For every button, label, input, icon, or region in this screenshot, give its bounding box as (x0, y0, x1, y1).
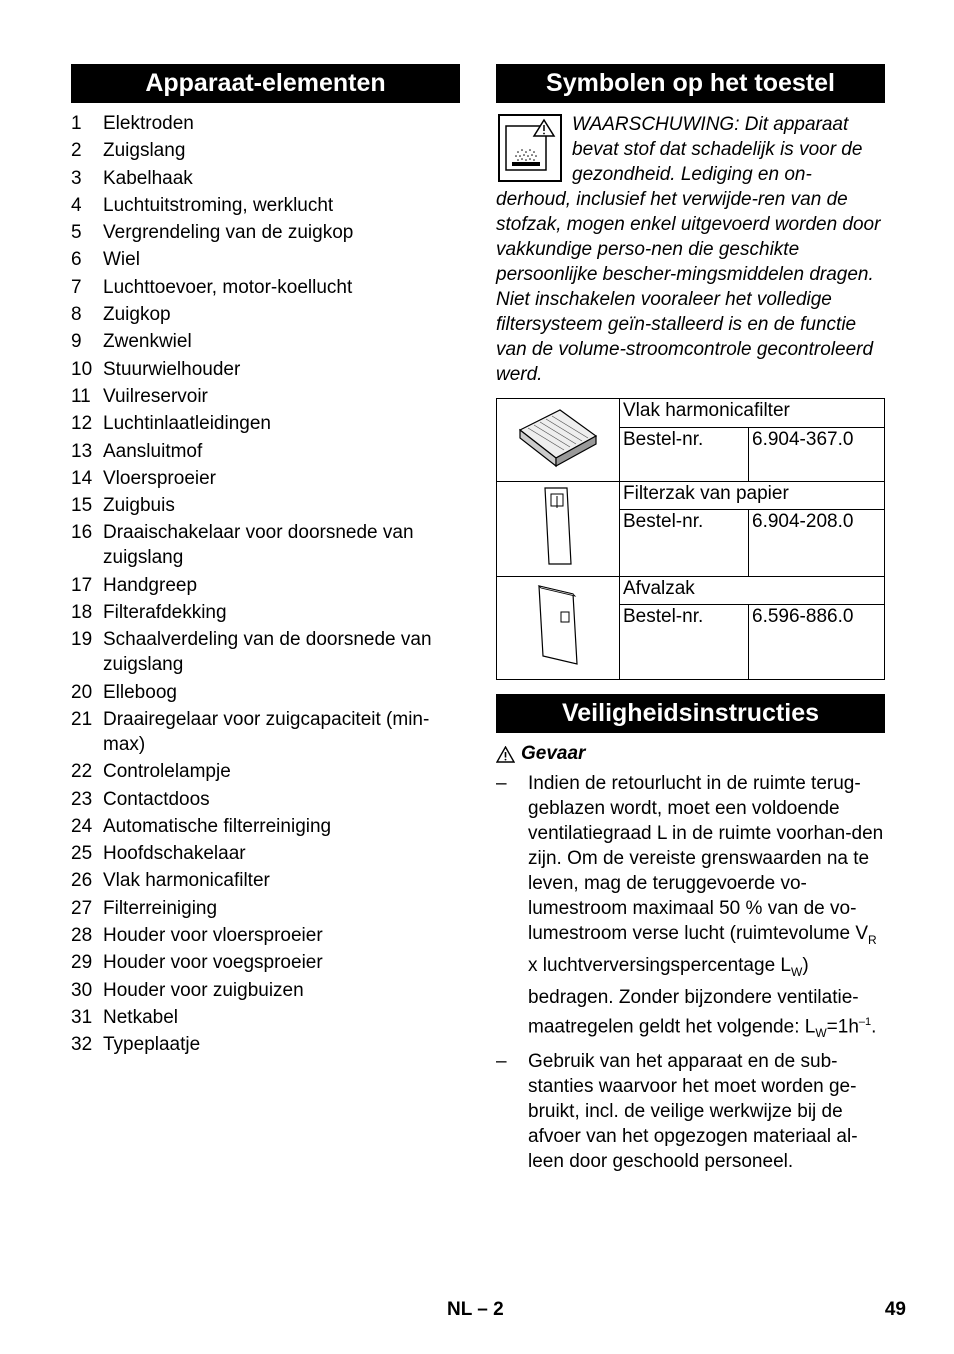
item-label: Aansluitmof (103, 440, 203, 462)
danger-heading (496, 743, 885, 765)
item-label: Luchttoevoer, motor-koellucht (103, 276, 353, 298)
item-number: 24 (71, 815, 93, 837)
item-number: 22 (71, 761, 93, 783)
list-item (71, 193, 460, 218)
item-label: Zuigbuis (103, 495, 175, 517)
warning-triangle-icon (496, 746, 515, 763)
list-item (71, 466, 460, 491)
list-item (71, 841, 460, 866)
item-number: 6 (71, 249, 82, 271)
item-number: 21 (71, 708, 93, 730)
item-number: 30 (71, 979, 93, 1001)
list-item (71, 138, 460, 163)
item-label: Zwenkwiel (103, 331, 192, 353)
waste-bag-image (497, 577, 620, 680)
list-item (71, 600, 460, 625)
item-number: 11 (71, 385, 91, 407)
item-number: 8 (71, 304, 82, 326)
item-label: Draairegelaar voor zuigcapaciteit (min-max) (103, 708, 430, 755)
element-list (71, 111, 460, 1057)
page-number: 49 (884, 1299, 906, 1320)
item-label: Filterreiniging (103, 897, 218, 919)
list-item (71, 573, 460, 598)
list-item (71, 247, 460, 272)
item-label: Vlak harmonicafilter (103, 870, 270, 892)
list-item (71, 493, 460, 518)
item-label: Automatische filterreiniging (103, 815, 332, 837)
item-number: 18 (71, 602, 93, 624)
list-item (71, 275, 460, 300)
item-number: 23 (71, 788, 93, 810)
item-number: 12 (71, 413, 93, 435)
list-item (71, 627, 460, 677)
item-number: 32 (71, 1034, 93, 1056)
item-number: 4 (71, 194, 82, 216)
order-label-1: Bestel-nr. (620, 428, 749, 482)
item-number: 2 (71, 140, 82, 162)
item-label: Wiel (103, 249, 140, 271)
item-label: Schaalverdeling van de doorsnede van zuigslang (103, 629, 432, 676)
item-number: 16 (71, 522, 93, 544)
list-item (71, 329, 460, 354)
item-number: 20 (71, 681, 93, 703)
item-number: 26 (71, 870, 93, 892)
section-heading-safety: Veiligheidsinstructies (496, 694, 885, 733)
warning-block (496, 112, 885, 387)
list-item (71, 868, 460, 893)
list-item (71, 787, 460, 812)
item-number: 25 (71, 843, 93, 865)
item-label: Zuigkop (103, 304, 171, 326)
item-number: 7 (71, 276, 82, 298)
list-item (71, 978, 460, 1003)
item-number: 1 (71, 113, 82, 134)
item-number: 14 (71, 467, 93, 489)
item-label: Houder voor vloersproeier (103, 925, 323, 947)
item-label: Luchtinlaatleidingen (103, 413, 271, 435)
list-item (71, 1005, 460, 1030)
order-number-3: 6.596-886.0 (749, 605, 885, 680)
list-item (71, 520, 460, 570)
section-heading-symbols: Symbolen op het toestel (496, 64, 885, 103)
footer-language: NL – 2 (447, 1299, 504, 1320)
item-number: 31 (71, 1006, 93, 1028)
item-number: 10 (71, 358, 93, 380)
list-item (71, 411, 460, 436)
item-label: Houder voor zuigbuizen (103, 979, 304, 1001)
item-number: 27 (71, 897, 93, 919)
item-label: Houder voor voegsproeier (103, 952, 323, 974)
list-item (71, 707, 460, 757)
part-name-3: Afvalzak (620, 577, 885, 605)
list-item (71, 166, 460, 191)
item-label: Netkabel (103, 1006, 178, 1028)
item-number: 13 (71, 440, 93, 462)
item-label: Kabelhaak (103, 167, 193, 189)
right-column (496, 64, 885, 1177)
list-item (71, 439, 460, 464)
paper-filter-bag-image (497, 482, 620, 577)
order-label-3: Bestel-nr. (620, 605, 749, 680)
section-heading-elements: Apparaat-elementen (71, 64, 460, 103)
list-item (71, 950, 460, 975)
order-number-2: 6.904-208.0 (749, 510, 885, 577)
item-number: 19 (71, 629, 93, 651)
item-label: Draaischakelaar voor doorsnede van zuigslang (103, 522, 414, 569)
item-label: Elleboog (103, 681, 177, 703)
item-number: 9 (71, 331, 82, 353)
list-item (71, 302, 460, 327)
item-label: Controlelampje (103, 761, 231, 783)
list-item (71, 814, 460, 839)
flat-pleated-filter-image (497, 399, 620, 482)
item-label: Vuilreservoir (103, 385, 208, 407)
list-item (71, 220, 460, 245)
list-item (71, 923, 460, 948)
left-column (71, 64, 460, 1060)
item-label: Filterafdekking (103, 602, 227, 624)
part-name-1: Vlak harmonicafilter (620, 399, 885, 428)
danger-label: Gevaar (521, 743, 586, 764)
list-item: – Gebruik van het apparaat en de sub-stanties waarvoor het moet worden ge-bruikt, incl. de veilige werkwijze bij de afvoer van het opgezogen materiaal al-leen door geschoold personeel. (496, 1050, 858, 1172)
order-label-2: Bestel-nr. (620, 510, 749, 577)
safety-list (496, 771, 885, 1174)
order-number-1: 6.904-367.0 (749, 428, 885, 482)
list-item (71, 680, 460, 705)
item-number: 5 (71, 222, 82, 244)
item-label: Handgreep (103, 574, 198, 596)
part-name-2: Filterzak van papier (620, 482, 885, 510)
item-number: 3 (71, 167, 82, 189)
list-item (71, 759, 460, 784)
list-item (71, 1032, 460, 1057)
item-label: Vergrendeling van de zuigkop (103, 222, 354, 244)
warning-text: WAARSCHUWING: Dit apparaat bevat stof dat schadelijk is voor de gezondheid. Lediging en on-derhoud, inclusief het verwijde-ren van de stofzak, mogen enkel uitgevoerd worden door vakkundige perso-nen die geschikte persoonlijke bescher-mingsmiddelen dragen. Niet inschakelen vooraleer het volledige filtersysteem geïn-stalleerd is en de functie van de volume-stroomcontrole gecontroleerd werd. (496, 114, 881, 385)
item-label: Typeplaatje (103, 1034, 201, 1056)
list-item (71, 111, 460, 136)
list-item (71, 384, 460, 409)
item-number: 29 (71, 952, 93, 974)
item-number: 28 (71, 925, 93, 947)
list-item (71, 896, 460, 921)
accessory-table (496, 398, 885, 680)
item-label: Elektroden (103, 113, 194, 134)
item-label: Stuurwielhouder (103, 358, 241, 380)
item-number: 15 (71, 495, 93, 517)
item-label: Contactdoos (103, 788, 210, 810)
list-item: – Indien de retourlucht in de ruimte terug-geblazen wordt, moet een voldoende ventilatiegraad L in de ruimte voorhan-den zijn. Om de vereiste grenswaarden na te leven, mag de teruggevoerde vo-lumestroom maximaal 50 % van de vo-lumestroom verse lucht (ruimtevolume $V_R$ x luchtverversingspercentage $L_W$) bedragen. Zonder bijzondere ventilatie-maatregelen geldt het volgende: $L_W=1h^{-1}$. (496, 773, 884, 1040)
item-label: Zuigslang (103, 140, 186, 162)
item-label: Luchtuitstroming, werklucht (103, 194, 334, 216)
item-label: Hoofdschakelaar (103, 843, 246, 865)
item-label: Vloersproeier (103, 467, 216, 489)
dust-hazard-icon (498, 114, 562, 182)
list-item (71, 357, 460, 382)
item-number: 17 (71, 574, 93, 596)
